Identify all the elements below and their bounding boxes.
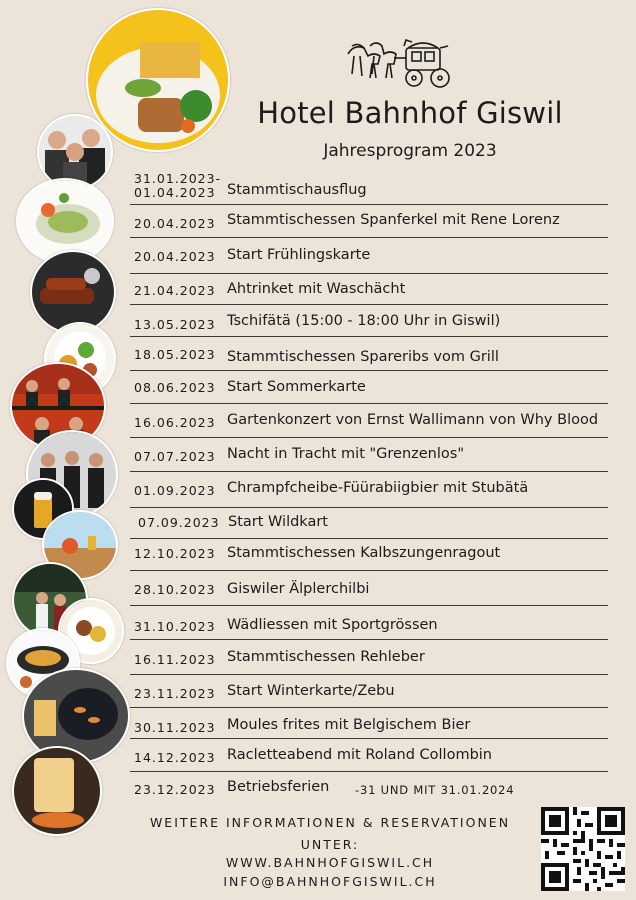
event-name: Start Sommerkarte bbox=[227, 379, 366, 395]
event-name: Tschifätä (15:00 - 18:00 Uhr in Giswil) bbox=[227, 313, 501, 329]
page-title: Hotel Bahnhof Giswil bbox=[257, 96, 563, 130]
event-date: 23.12.2023 bbox=[134, 782, 216, 797]
email-link[interactable]: INFO@BAHNHOFGISWIL.CH bbox=[223, 874, 437, 889]
event-name: Start Frühlingskarte bbox=[227, 247, 371, 263]
event-date: 31.01.2023- 01.04.2023 bbox=[134, 171, 222, 200]
event-date: 31.10.2023 bbox=[134, 619, 216, 634]
event-name: Wädliessen mit Sportgrössen bbox=[227, 617, 438, 633]
event-date: 16.06.2023 bbox=[134, 415, 216, 430]
event-name: Stammtischausflug bbox=[227, 182, 367, 198]
qr-code-icon[interactable] bbox=[541, 807, 625, 891]
divider bbox=[130, 771, 608, 772]
divider bbox=[130, 437, 608, 438]
divider bbox=[130, 204, 608, 205]
event-date: 20.04.2023 bbox=[134, 249, 216, 264]
event-name: Ahtrinket mit Waschächt bbox=[227, 281, 406, 297]
event-date: 13.05.2023 bbox=[134, 317, 216, 332]
event-date: 07.09.2023 bbox=[138, 515, 220, 530]
divider bbox=[130, 471, 608, 472]
event-name: Nacht in Tracht mit "Grenzenlos" bbox=[227, 446, 464, 462]
divider bbox=[130, 538, 608, 539]
event-date: 07.07.2023 bbox=[134, 449, 216, 464]
divider bbox=[130, 738, 608, 739]
grilled-ribs-photo-icon bbox=[30, 250, 116, 334]
event-name: Start Winterkarte/Zebu bbox=[227, 683, 395, 699]
event-date: 23.11.2023 bbox=[134, 686, 216, 701]
event-name: Chrampfcheibe-Füürabiigbier mit Stubätä bbox=[227, 480, 529, 496]
event-date: 30.11.2023 bbox=[134, 720, 216, 735]
divider bbox=[130, 707, 608, 708]
event-name: Stammtischessen Spareribs vom Grill bbox=[227, 349, 499, 365]
event-date: 14.12.2023 bbox=[134, 750, 216, 765]
divider bbox=[130, 370, 608, 371]
event-note: -31 UND MIT 31.01.2024 bbox=[355, 783, 515, 797]
divider bbox=[130, 273, 608, 274]
horse-carriage-logo-icon bbox=[344, 34, 456, 90]
event-name: Stammtischessen Spanferkel mit Rene Lorenz bbox=[227, 212, 560, 228]
event-name: Betriebsferien bbox=[227, 779, 330, 795]
divider bbox=[130, 237, 608, 238]
footer-under-label: UNTER: bbox=[300, 837, 360, 852]
divider bbox=[130, 304, 608, 305]
footer-info-line: WEITERE INFORMATIONEN & RESERVATIONEN bbox=[149, 815, 511, 830]
divider bbox=[130, 507, 608, 508]
event-date: 08.06.2023 bbox=[134, 380, 216, 395]
event-date: 01.09.2023 bbox=[134, 483, 216, 498]
event-name: Stammtischessen Kalbszungenragout bbox=[227, 545, 501, 561]
divider bbox=[130, 336, 608, 337]
event-name: Start Wildkart bbox=[228, 514, 328, 530]
divider bbox=[130, 570, 608, 571]
event-name: Moules frites mit Belgischem Bier bbox=[227, 717, 471, 733]
event-date: 12.10.2023 bbox=[134, 546, 216, 561]
event-name: Stammtischessen Rehleber bbox=[227, 649, 425, 665]
website-link[interactable]: WWW.BAHNHOFGISWIL.CH bbox=[225, 855, 435, 870]
event-date: 18.05.2023 bbox=[134, 347, 216, 362]
event-name: Gartenkonzert von Ernst Wallimann von Why Blood bbox=[227, 412, 599, 428]
event-name: Giswiler Älplerchilbi bbox=[227, 581, 370, 597]
divider bbox=[130, 605, 608, 606]
divider bbox=[130, 403, 608, 404]
page-subtitle: Jahresprogram 2023 bbox=[323, 141, 497, 161]
raclette-cheese-photo-icon bbox=[12, 746, 102, 836]
event-date: 28.10.2023 bbox=[134, 582, 216, 597]
event-date: 21.04.2023 bbox=[134, 283, 216, 298]
event-name: Racletteabend mit Roland Collombin bbox=[227, 747, 493, 763]
divider bbox=[130, 639, 608, 640]
event-date: 20.04.2023 bbox=[134, 216, 216, 231]
event-date: 16.11.2023 bbox=[134, 652, 216, 667]
fries-plate-photo-icon bbox=[86, 8, 230, 152]
divider bbox=[130, 674, 608, 675]
